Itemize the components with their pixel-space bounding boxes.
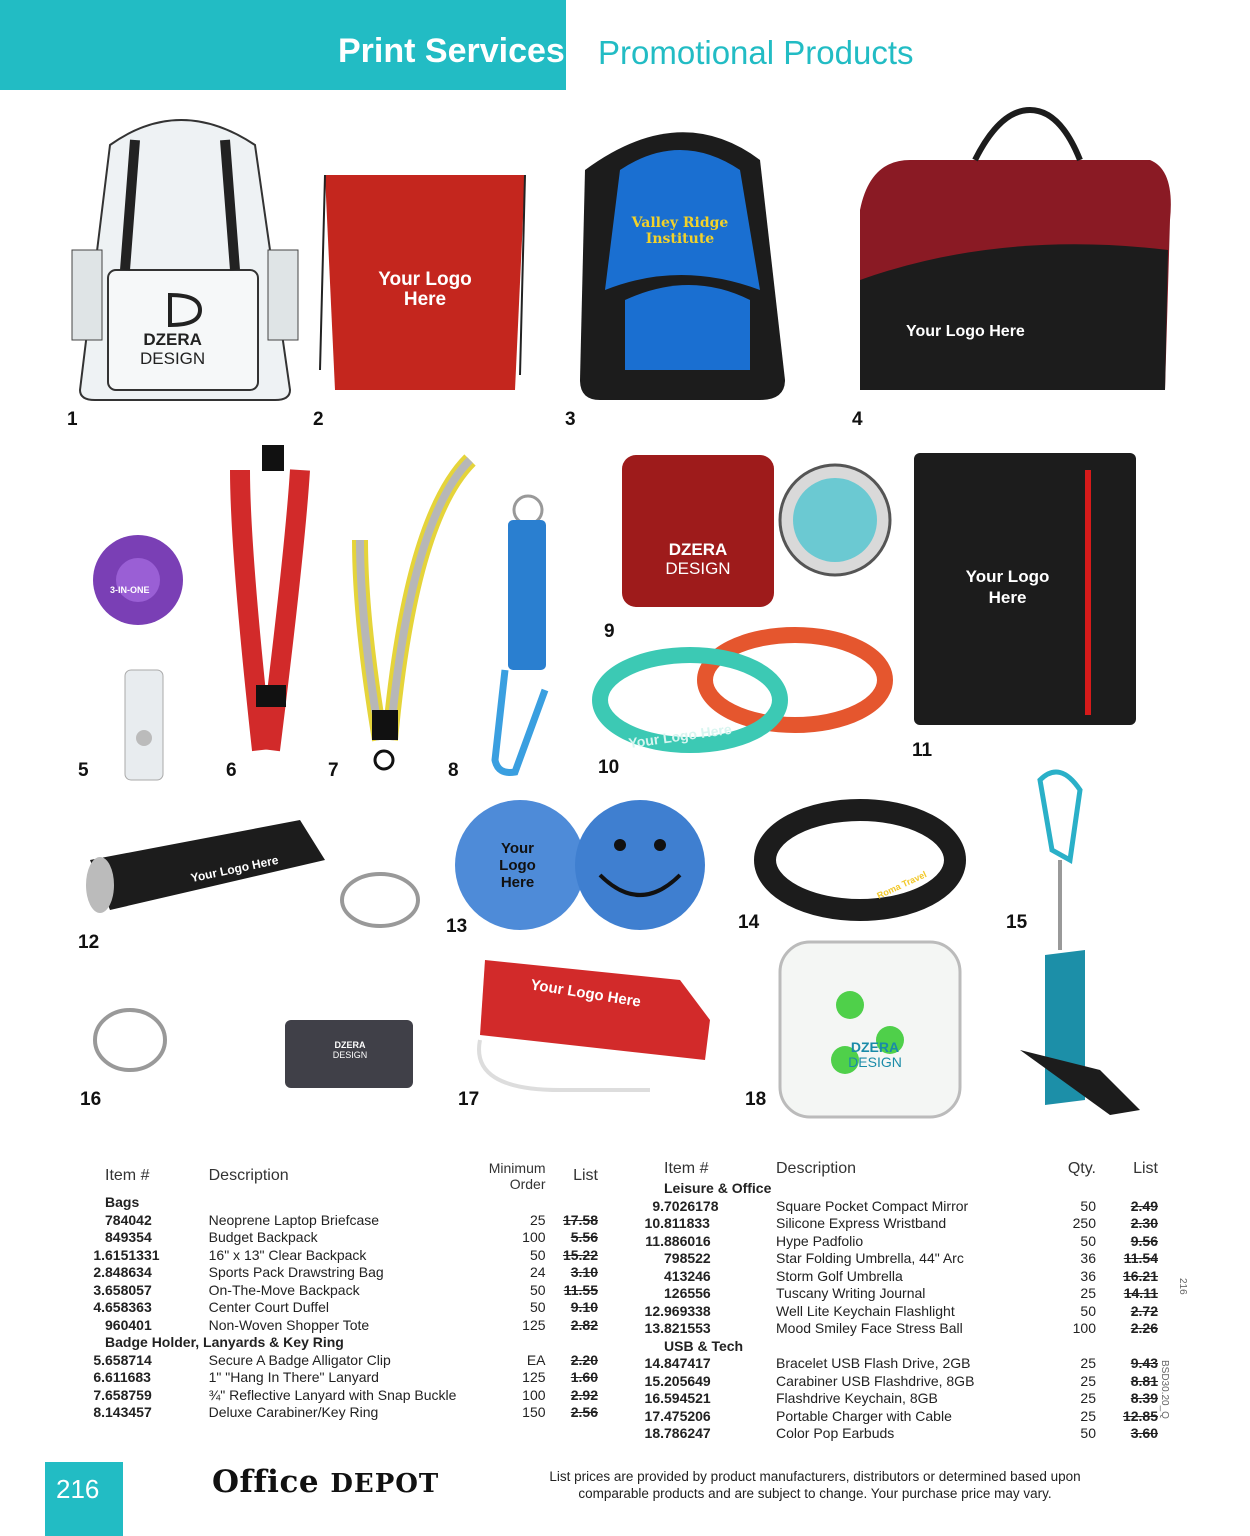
- section-label: Badge Holder, Lanyards & Key Ring: [105, 1334, 344, 1350]
- product-number: 13: [446, 916, 468, 937]
- item-number: 126556: [664, 1285, 711, 1301]
- drawstring-logo-2: Here: [403, 289, 447, 310]
- backpack-image: [580, 132, 785, 400]
- section-label: Bags: [105, 1194, 140, 1210]
- duffel-logo: Your Logo Here: [906, 323, 1025, 340]
- table-row: [618, 1268, 1158, 1286]
- item-number: 658759: [105, 1386, 152, 1403]
- row-number: 5.: [93, 1351, 106, 1368]
- row-number: 18.: [644, 1425, 664, 1441]
- item-description: Deluxe Carabiner/Key Ring: [208, 1404, 379, 1420]
- item-description: Tuscany Writing Journal: [776, 1285, 926, 1301]
- item-price: 2.30: [1130, 1215, 1158, 1231]
- table-section-row: [60, 1334, 598, 1352]
- row-number: 12.: [644, 1302, 664, 1319]
- item-number: 7026178: [664, 1197, 719, 1214]
- brand-depot: DEPOT: [330, 1469, 440, 1499]
- earbuds-case-image: [780, 942, 960, 1117]
- row-number: [60, 1317, 105, 1335]
- row-number: [618, 1250, 664, 1268]
- table-row: [60, 1387, 598, 1405]
- item-price: 2.56: [570, 1404, 598, 1420]
- item-description: On-The-Move Backpack: [208, 1281, 360, 1298]
- price-disclaimer: List prices are provided by product manufacturers, distributors or determined based upon comparable products and are subject to change. Your purchase price may vary.: [549, 1469, 1081, 1501]
- product-number: 17: [458, 1089, 480, 1110]
- item-number: 143457: [105, 1404, 152, 1420]
- product-number: 4: [852, 409, 863, 430]
- flashdrive-logo-1: DZERA: [334, 1040, 366, 1050]
- product-number: 8: [448, 760, 459, 781]
- item-quantity: EA: [526, 1351, 546, 1368]
- carabiner-usb-image: [1020, 772, 1140, 1115]
- flashlight-logo: Your Logo Here: [189, 852, 280, 886]
- clear-backpack-logo-1: DZERA: [143, 330, 202, 349]
- page-subtitle: Promotional Products: [598, 34, 914, 71]
- table-row: [60, 1212, 598, 1230]
- col-min-order: Minimum Order: [488, 1160, 546, 1192]
- product-number: 1: [67, 409, 78, 430]
- product-number: 11: [912, 740, 933, 761]
- page-number: 216: [56, 1474, 100, 1504]
- item-quantity: 25: [1080, 1355, 1096, 1371]
- item-quantity: 50: [529, 1281, 546, 1298]
- portable-charger-image: [479, 960, 710, 1090]
- table-row: [60, 1229, 598, 1247]
- product-number: 16: [80, 1089, 102, 1110]
- product-number: 15: [1006, 912, 1028, 933]
- item-quantity: 50: [1080, 1197, 1096, 1214]
- stress-ball-logo-1: Your: [500, 840, 535, 857]
- table-row: [60, 1317, 598, 1335]
- col-qty: Qty.: [1067, 1160, 1096, 1177]
- col-list: List: [1133, 1160, 1158, 1177]
- wristband-image: [600, 635, 885, 745]
- item-quantity: 25: [1080, 1407, 1096, 1424]
- table-row: [618, 1373, 1158, 1391]
- table-row: [618, 1303, 1158, 1321]
- row-number: 1.: [93, 1246, 106, 1263]
- product-number: 3: [565, 409, 576, 430]
- item-price: 2.26: [1130, 1320, 1158, 1336]
- item-price: 15.22: [562, 1246, 598, 1263]
- item-quantity: 25: [529, 1211, 546, 1228]
- table-row: [618, 1390, 1158, 1408]
- badge-reel-logo: 3-IN-ONE: [110, 585, 150, 595]
- table-row: [618, 1425, 1158, 1443]
- item-number: 811833: [664, 1215, 710, 1231]
- item-quantity: 250: [1072, 1215, 1096, 1231]
- col-list: List: [573, 1167, 598, 1184]
- office-depot-logo: [212, 1464, 439, 1500]
- item-number: 658714: [105, 1351, 152, 1368]
- item-number: 658363: [105, 1299, 152, 1315]
- row-number: 7.: [93, 1386, 106, 1403]
- mirror-logo-2: DESIGN: [665, 559, 731, 578]
- row-number: 14.: [644, 1355, 664, 1371]
- red-lanyard-image: [240, 445, 300, 750]
- product-number: 12: [78, 932, 100, 953]
- item-quantity: 25: [1080, 1285, 1096, 1301]
- item-price: 2.20: [570, 1351, 598, 1368]
- badge-reel-image: [93, 535, 183, 780]
- item-price: 14.11: [1123, 1285, 1158, 1301]
- table-row: [618, 1233, 1158, 1251]
- item-description: Star Folding Umbrella, 44" Arc: [776, 1250, 964, 1266]
- table-section-row: [618, 1180, 1158, 1198]
- item-description: Silicone Express Wristband: [776, 1215, 947, 1231]
- product-number: 18: [745, 1089, 767, 1110]
- item-quantity: 36: [1080, 1250, 1096, 1266]
- table-row: [60, 1264, 598, 1282]
- item-price: 2.72: [1130, 1302, 1158, 1319]
- product-number: 14: [738, 912, 760, 933]
- backpack-logo-1: Valley Ridge: [631, 215, 729, 231]
- flashlight-image: [86, 820, 418, 926]
- row-number: 17.: [644, 1407, 664, 1424]
- earbuds-logo-2: DESIGN: [848, 1054, 902, 1070]
- item-price: 5.56: [570, 1229, 598, 1245]
- item-description: Mood Smiley Face Stress Ball: [776, 1320, 963, 1336]
- item-description: Neoprene Laptop Briefcase: [208, 1211, 380, 1228]
- table-row: [618, 1320, 1158, 1338]
- table-row: [618, 1408, 1158, 1426]
- item-description: 1" "Hang In There" Lanyard: [208, 1369, 379, 1385]
- right-item-table: [618, 1160, 1158, 1443]
- item-price: 11.55: [563, 1281, 598, 1298]
- item-description: Square Pocket Compact Mirror: [776, 1197, 969, 1214]
- item-description: Secure A Badge Alligator Clip: [208, 1351, 391, 1368]
- product-number: 6: [226, 760, 237, 781]
- item-price: 8.81: [1130, 1372, 1158, 1389]
- item-price: 1.60: [570, 1369, 598, 1385]
- item-number: 821553: [664, 1320, 711, 1336]
- item-number: 6151331: [105, 1246, 160, 1263]
- row-number: [60, 1212, 105, 1230]
- product-number: 2: [313, 409, 324, 430]
- brand-office: Office: [212, 1464, 320, 1500]
- item-number: 784042: [105, 1211, 152, 1228]
- item-quantity: 50: [1080, 1232, 1096, 1249]
- item-number: 658057: [105, 1281, 152, 1298]
- item-price: 9.10: [570, 1299, 598, 1315]
- row-number: 13.: [644, 1320, 664, 1336]
- row-number: [618, 1268, 664, 1286]
- item-quantity: 50: [529, 1299, 546, 1315]
- item-price: 16.21: [1122, 1267, 1158, 1284]
- row-number: 11.: [645, 1232, 664, 1249]
- duffel-bag-image: [860, 110, 1171, 390]
- item-quantity: 100: [522, 1386, 546, 1403]
- compact-mirror-image: [622, 455, 890, 607]
- item-number: 969338: [664, 1302, 711, 1319]
- item-quantity: 125: [522, 1369, 546, 1385]
- item-description: Sports Pack Drawstring Bag: [208, 1264, 384, 1280]
- product-number: 5: [78, 760, 89, 781]
- carabiner-keyring-image: [495, 496, 546, 773]
- section-title: Print Services: [338, 32, 565, 70]
- clear-backpack-logo-2: DESIGN: [140, 349, 206, 368]
- col-item: Item #: [105, 1167, 150, 1184]
- charger-logo: Your Logo Here: [529, 976, 643, 1011]
- side-page-number: 216: [1177, 1278, 1188, 1295]
- table-row: [60, 1247, 598, 1265]
- padfolio-logo-2: Here: [988, 588, 1027, 607]
- side-catalog-code: BSD30.20_Q: [1159, 1360, 1170, 1419]
- item-price: 3.10: [570, 1264, 598, 1280]
- item-description: Color Pop Earbuds: [776, 1425, 895, 1441]
- product-gallery: [0, 100, 1250, 1140]
- row-number: 9.: [652, 1197, 664, 1214]
- reflective-lanyard-image: [360, 460, 470, 769]
- item-description: Flashdrive Keychain, 8GB: [776, 1390, 938, 1406]
- product-number: 9: [604, 621, 615, 642]
- usb-bracelet-image: [765, 810, 955, 910]
- item-quantity: 50: [1080, 1425, 1096, 1441]
- item-number: 849354: [105, 1229, 152, 1245]
- item-quantity: 50: [1080, 1302, 1096, 1319]
- item-price: 2.82: [570, 1316, 598, 1333]
- row-number: [618, 1285, 664, 1303]
- table-row: [618, 1250, 1158, 1268]
- item-description: Non-Woven Shopper Tote: [208, 1316, 370, 1333]
- product-number: 10: [598, 757, 620, 778]
- item-description: Budget Backpack: [208, 1229, 318, 1245]
- row-number: 10.: [644, 1215, 664, 1231]
- section-label: Leisure & Office: [664, 1180, 772, 1196]
- table-section-row: [60, 1194, 598, 1212]
- item-number: 886016: [664, 1232, 711, 1249]
- item-description: Hype Padfolio: [776, 1232, 864, 1249]
- row-number: 4.: [93, 1299, 106, 1315]
- item-number: 205649: [664, 1372, 711, 1389]
- wristband-logo: Your Logo Here: [627, 720, 733, 752]
- item-description: ¾" Reflective Lanyard with Snap Buckle: [208, 1386, 457, 1403]
- product-number: 7: [328, 760, 339, 781]
- row-number: 15.: [644, 1372, 664, 1389]
- usb-bracelet-logo: Roma Travel: [875, 869, 929, 901]
- table-section-row: [618, 1338, 1158, 1356]
- row-number: 6.: [93, 1369, 106, 1385]
- row-number: [60, 1229, 105, 1247]
- item-price: 11.54: [1123, 1250, 1158, 1266]
- item-price: 2.49: [1130, 1197, 1158, 1214]
- flashdrive-logo-2: DESIGN: [332, 1050, 368, 1060]
- backpack-logo-2: Institute: [645, 231, 715, 247]
- item-quantity: 150: [522, 1404, 546, 1420]
- table-row: [60, 1369, 598, 1387]
- item-quantity: 24: [529, 1264, 546, 1280]
- item-number: 413246: [664, 1267, 711, 1284]
- stress-ball-logo-2: Logo: [499, 857, 536, 874]
- item-number: 611683: [105, 1369, 151, 1385]
- col-description: Description: [776, 1160, 857, 1177]
- table-row: [60, 1299, 598, 1317]
- item-description: Well Lite Keychain Flashlight: [776, 1302, 955, 1319]
- item-number: 475206: [664, 1407, 711, 1424]
- table-row: [618, 1198, 1158, 1216]
- row-number: 16.: [644, 1390, 664, 1406]
- item-number: 594521: [664, 1390, 711, 1406]
- drawstring-logo-1: Your Logo: [378, 269, 472, 290]
- item-quantity: 25: [1080, 1390, 1096, 1406]
- item-quantity: 100: [522, 1229, 546, 1245]
- section-label: USB & Tech: [664, 1337, 744, 1354]
- table-row: [618, 1355, 1158, 1373]
- left-item-table: [60, 1160, 598, 1422]
- item-description: Storm Golf Umbrella: [776, 1267, 903, 1284]
- item-price: 9.56: [1130, 1232, 1158, 1249]
- row-number: 3.: [93, 1281, 106, 1298]
- item-number: 798522: [664, 1250, 711, 1266]
- table-row: [60, 1404, 598, 1422]
- item-number: 786247: [664, 1425, 711, 1441]
- table-row: [60, 1282, 598, 1300]
- table-row: [618, 1215, 1158, 1233]
- table-row: [60, 1352, 598, 1370]
- item-price: 17.58: [562, 1211, 598, 1228]
- item-price: 8.39: [1130, 1390, 1158, 1406]
- item-price: 3.60: [1130, 1425, 1158, 1441]
- earbuds-logo-1: DZERA: [850, 1039, 900, 1055]
- item-number: 960401: [105, 1316, 152, 1333]
- item-quantity: 25: [1080, 1372, 1096, 1389]
- mirror-logo-1: DZERA: [668, 540, 728, 559]
- item-price: 12.85: [1122, 1407, 1158, 1424]
- item-description: Carabiner USB Flashdrive, 8GB: [776, 1372, 975, 1389]
- padfolio-logo-1: Your Logo: [965, 567, 1050, 586]
- row-number: 2.: [93, 1264, 106, 1280]
- item-price: 2.92: [570, 1386, 598, 1403]
- item-description: Center Court Duffel: [208, 1299, 329, 1315]
- item-quantity: 50: [529, 1246, 546, 1263]
- col-item: Item #: [664, 1160, 709, 1177]
- item-description: Bracelet USB Flash Drive, 2GB: [776, 1355, 971, 1371]
- item-quantity: 100: [1072, 1320, 1096, 1336]
- item-number: 848634: [105, 1264, 152, 1280]
- stress-ball-logo-3: Here: [500, 874, 535, 891]
- col-description: Description: [208, 1167, 289, 1184]
- item-description: 16" x 13" Clear Backpack: [208, 1246, 367, 1263]
- item-price: 9.43: [1130, 1355, 1158, 1371]
- table-row: [618, 1285, 1158, 1303]
- item-number: 847417: [664, 1355, 711, 1371]
- row-number: 8.: [93, 1404, 106, 1420]
- item-quantity: 36: [1080, 1267, 1096, 1284]
- item-description: Portable Charger with Cable: [776, 1407, 952, 1424]
- item-quantity: 125: [522, 1316, 546, 1333]
